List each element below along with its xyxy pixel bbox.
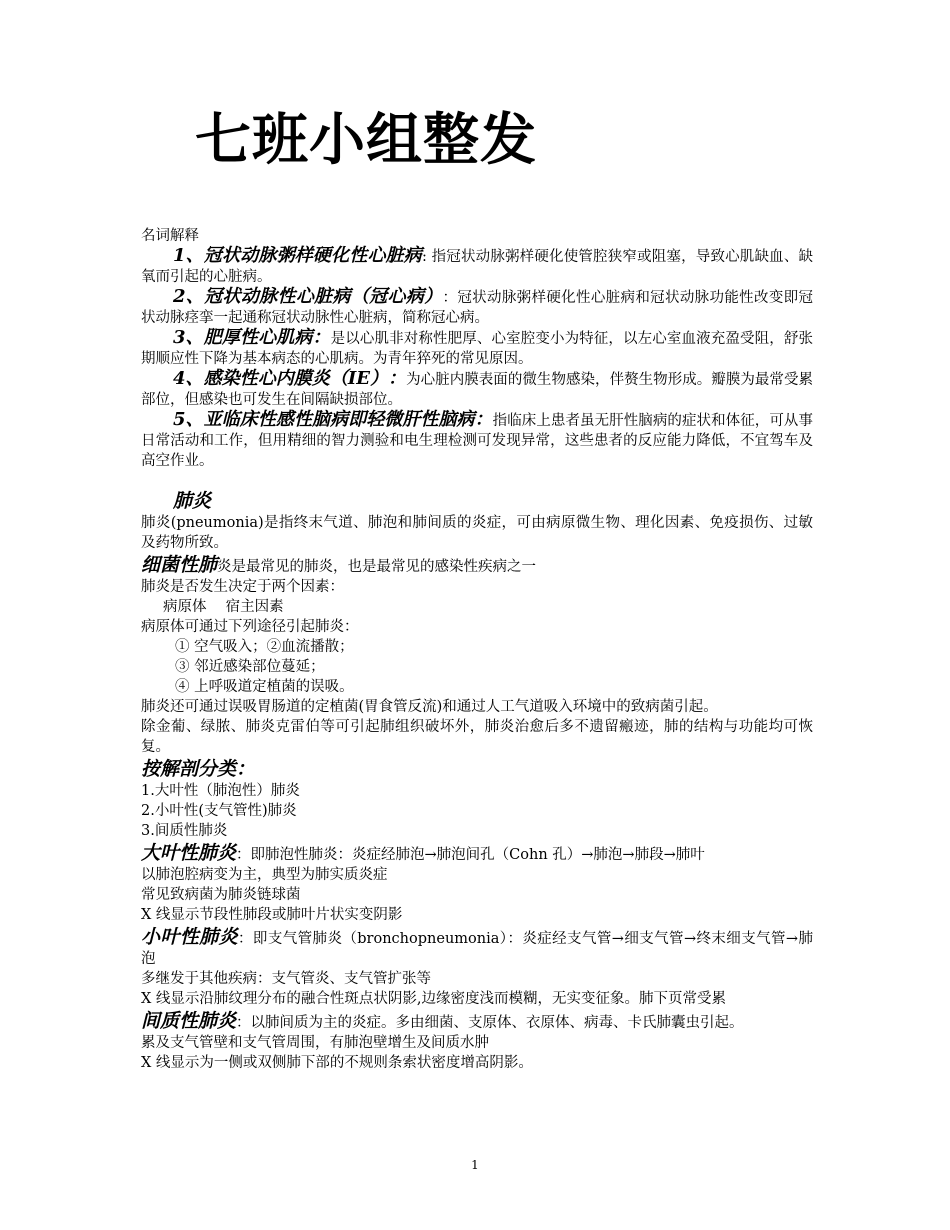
routes-intro: 病原体可通过下列途径引起肺炎： (141, 619, 359, 635)
pneumonia-note: 肺炎还可通过误吸胃肠道的定植菌(胃食管反流)和通过人工气道吸入环境中的致病菌引起。 (141, 699, 718, 715)
definition-text: 为心脏内膜表面的微生物感染，伴赘生物形成。瓣膜为最常受累部位，但感染也可发生在间隔缺损部位。 (141, 372, 814, 408)
classification-heading: 按解剖分类： (141, 758, 256, 780)
interstitial-pneumonia (141, 1011, 813, 1033)
bacterial-term: 细菌性肺 (141, 554, 218, 576)
route-item: ① 空气吸入；②血流播散； (175, 639, 354, 655)
lobular-line: X 线显示沿肺纹理分布的融合性斑点状阴影,边缘密度浅而模糊，无实变征象。肺下页常受累 (141, 991, 727, 1007)
definition-term: 2、冠状动脉性心脏病（冠心病） (173, 286, 443, 307)
classification-item: 2.小叶性(支气管性)肺炎 (141, 803, 297, 819)
lobar-text: ：即肺泡性肺炎：炎症经肺泡→肺泡间孔（Cohn 孔）→肺泡→肺段→肺叶 (236, 847, 705, 863)
bacterial-pneumonia (141, 555, 813, 577)
definition-term: 5、亚临床性感性脑病即轻微肝性脑病： (173, 409, 493, 430)
definition-term: 4、感染性心内膜炎（IE）： (173, 368, 407, 389)
definition-item (141, 287, 813, 328)
route-item: ④ 上呼吸道定植菌的误吸。 (175, 679, 354, 695)
definition-text: : 指冠状动脉粥样硬化使管腔狭窄或阻塞，导致心肌缺血、缺氧而引起的心脏病。 (141, 249, 813, 285)
bacterial-text: 是最常见的肺炎，也是最常见的感染性疾病之一 (231, 559, 537, 575)
route-item: ③ 邻近感染部位蔓延； (175, 659, 325, 675)
classification-item: 1.大叶性（肺泡性）肺炎 (141, 783, 300, 799)
lobular-pneumonia (141, 927, 813, 969)
interstitial-line: X 线显示为一侧或双侧肺下部的不规则条索状密度增高阴影。 (141, 1055, 533, 1071)
lobar-line: 以肺泡腔病变为主，典型为肺实质炎症 (141, 867, 388, 883)
pneumonia-heading: 肺炎 (173, 490, 212, 512)
definition-text: 指临床上患者虽无肝性脑病的症状和体征，可从事日常活动和工作，但用精细的智力测验和电生理检测可发现异常，这些患者的反应能力降低，不宜驾车及高空作业。 (141, 413, 813, 469)
definition-text: ：冠状动脉粥样硬化性心脏病和冠状动脉功能性改变即冠状动脉痉挛一起通称冠状动脉性心脏病，简称冠心病。 (141, 290, 813, 326)
bacterial-term-tail: 炎 (217, 559, 232, 575)
page-number: 1 (471, 1158, 479, 1172)
lobar-line: X 线显示节段性肺段或肺叶片状实变阴影 (141, 907, 403, 923)
definition-term: 3、肥厚性心肌病： (173, 327, 331, 348)
lobular-text: ：即支气管肺炎（bronchopneumonia）：炎症经支气管→细支气管→终末细支气管→肺泡 (141, 931, 813, 967)
lobular-term: 小叶性肺炎 (141, 926, 239, 948)
spacer (141, 471, 813, 491)
interstitial-term: 间质性肺炎 (141, 1010, 237, 1032)
definition-text: 是以心肌非对称性肥厚、心室腔变小为特征，以左心室血液充盈受阻，舒张期顺应性下降为基本病态的心肌病。为青年猝死的常见原因。 (141, 331, 814, 367)
definition-item (141, 410, 813, 471)
pneumonia-definition: 肺炎(pneumonia)是指终末气道、肺泡和肺间质的炎症，可由病原微生物、理化因素、免疫损伤、过敏及药物所致。 (141, 515, 813, 551)
lobar-term: 大叶性肺炎 (141, 842, 237, 864)
lobar-line: 常见致病菌为肺炎链球菌 (141, 887, 301, 903)
lobar-pneumonia (141, 843, 813, 865)
document-body (141, 226, 813, 1073)
factors-list: 病原体 宿主因素 (163, 599, 284, 615)
definition-term: 1、冠状动脉粥样硬化性心脏病 (173, 245, 422, 266)
document-title: 七班小组整发 (195, 107, 537, 173)
interstitial-line: 累及支气管壁和支气管周围，有肺泡壁增生及间质水肿 (141, 1035, 489, 1051)
section-label: 名词解释 (141, 228, 199, 244)
definition-item (141, 246, 813, 287)
factors-intro: 肺炎是否发生决定于两个因素： (141, 579, 344, 595)
pneumonia-note: 除金葡、绿脓、肺炎克雷伯等可引起肺组织破坏外，肺炎治愈后多不遗留瘢迹，肺的结构与功能均可恢复。 (141, 719, 813, 755)
interstitial-text: ：以肺间质为主的炎症。多由细菌、支原体、衣原体、病毒、卡氏肺囊虫引起。 (236, 1015, 744, 1031)
lobular-line: 多继发于其他疾病：支气管炎、支气管扩张等 (141, 971, 431, 987)
definition-item (141, 369, 813, 410)
classification-item: 3.间质性肺炎 (141, 823, 228, 839)
definition-item (141, 328, 813, 369)
